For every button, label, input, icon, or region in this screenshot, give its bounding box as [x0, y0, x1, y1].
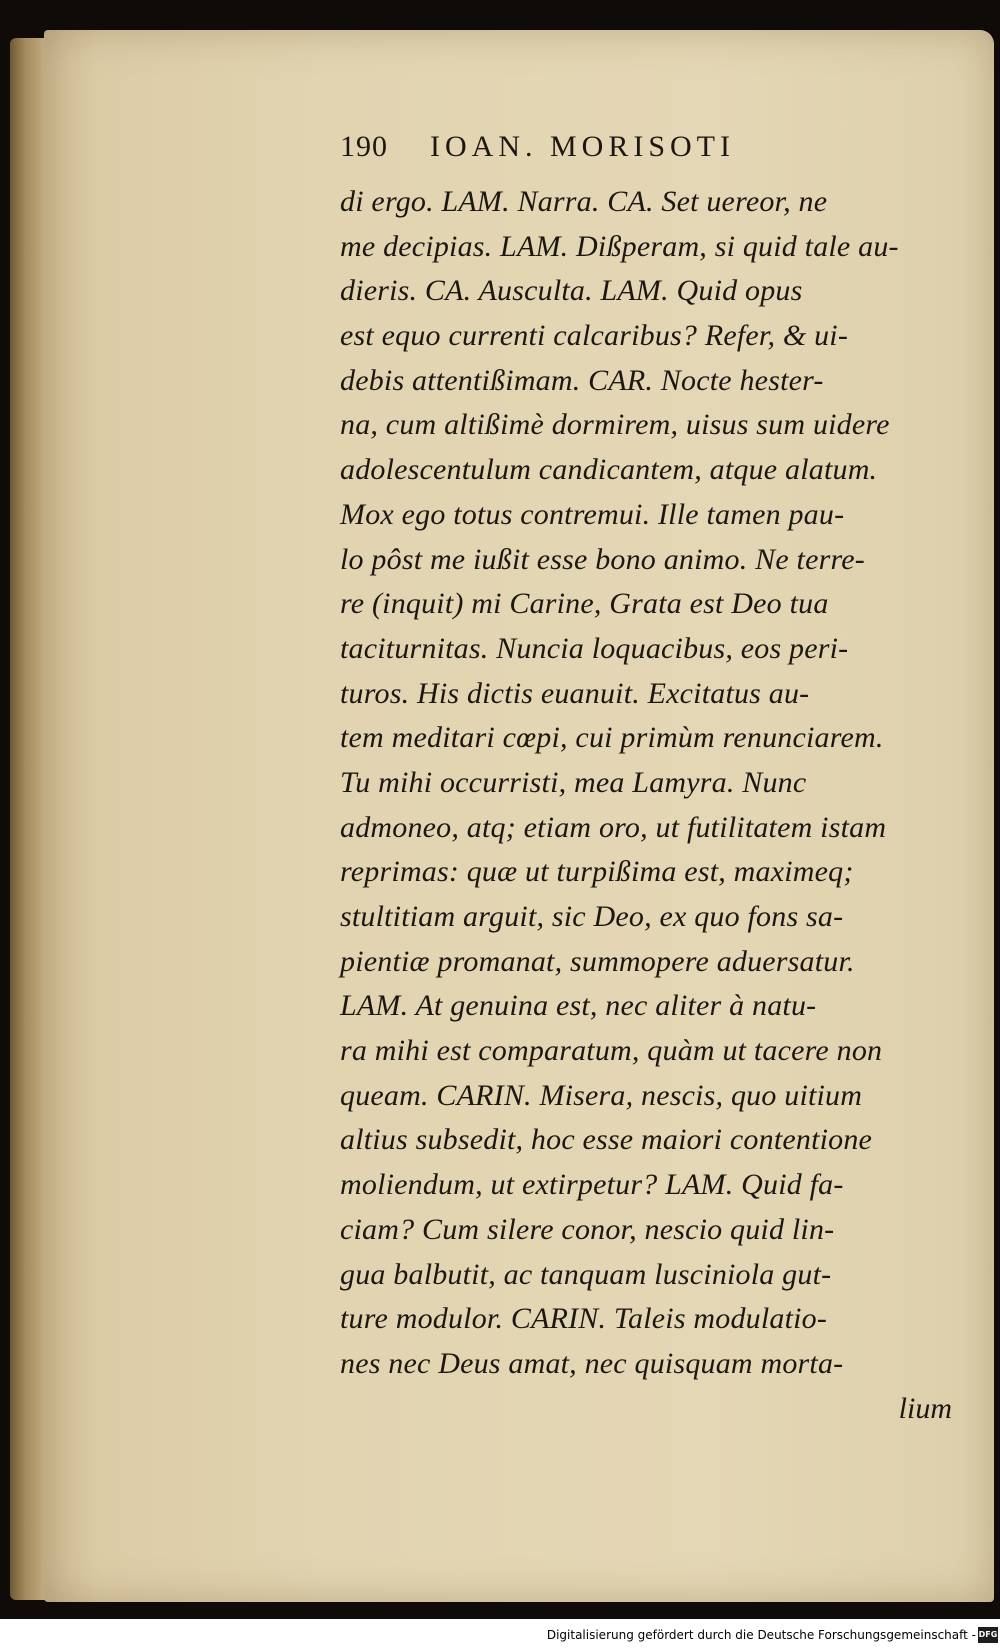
funding-notice: Digitalisierung gefördert durch die Deutsche Forschungsgemeinschaft - — [546, 1628, 976, 1642]
text-line: est equo currenti calcaribus? Refer, & ui- — [340, 319, 849, 353]
page-header — [340, 130, 980, 174]
text-line: moliendum, ut extirpetur? LAM. Quid fa- — [340, 1168, 844, 1202]
text-line: LAM. At genuina est, nec aliter à natu- — [340, 989, 817, 1023]
text-line: gua balbutit, ac tanquam lusciniola gut- — [340, 1257, 832, 1291]
page-number: 190 — [340, 130, 388, 163]
text-line: lo pôst me iußit esse bono animo. Ne terre- — [340, 542, 865, 576]
text-line: pientiæ promanat, summopere aduersatur. — [340, 944, 855, 978]
text-line: debis attentißimam. CAR. Nocte hester- — [340, 363, 824, 397]
text-line: queam. CARIN. Misera, nescis, quo uitium — [340, 1078, 863, 1112]
text-line: adolescentulum candicantem, atque alatum. — [340, 453, 878, 487]
text-line: ciam? Cum silere conor, nescio quid lin- — [340, 1212, 835, 1246]
text-line: turos. His dictis euanuit. Excitatus au- — [340, 676, 810, 710]
text-line: re (inquit) mi Carine, Grata est Deo tua — [340, 587, 829, 621]
text-line: ra mihi est comparatum, quàm ut tacere non — [340, 1034, 883, 1068]
text-line: Mox ego totus contremui. Ille tamen pau- — [340, 497, 845, 531]
text-line: tem meditari cœpi, cui primùm renunciarem. — [340, 721, 884, 755]
digitization-footer — [0, 1619, 1000, 1649]
text-line: me decipias. LAM. Dißperam, si quid tale au- — [340, 229, 899, 263]
text-line: dieris. CA. Ausculta. LAM. Quid opus — [340, 274, 803, 308]
running-head: IOAN. MORISOTI — [430, 130, 735, 163]
text-line: ture modulor. CARIN. Taleis modulatio- — [340, 1302, 828, 1336]
text-line: nes nec Deus amat, nec quisquam morta- — [340, 1346, 844, 1380]
text-line: Tu mihi occurristi, mea Lamyra. Nunc — [340, 765, 807, 799]
text-line: reprimas: quæ ut turpißima est, maximeq; — [340, 855, 854, 889]
text-line: admoneo, atq; etiam oro, ut futilitatem istam — [340, 810, 887, 844]
dfg-logo-icon: DFG — [978, 1627, 998, 1643]
page-text-block — [340, 130, 980, 1431]
text-line: na, cum altißimè dormirem, uisus sum uidere — [340, 408, 890, 442]
text-line: di ergo. LAM. Narra. CA. Set uereor, ne — [340, 185, 828, 218]
text-line: stultitiam arguit, sic Deo, ex quo fons sa- — [340, 900, 844, 933]
catchword: lium — [898, 1391, 952, 1425]
text-line: taciturnitas. Nuncia loquacibus, eos peri- — [340, 631, 849, 665]
text-line: altius subsedit, hoc esse maiori contentione — [340, 1123, 873, 1157]
